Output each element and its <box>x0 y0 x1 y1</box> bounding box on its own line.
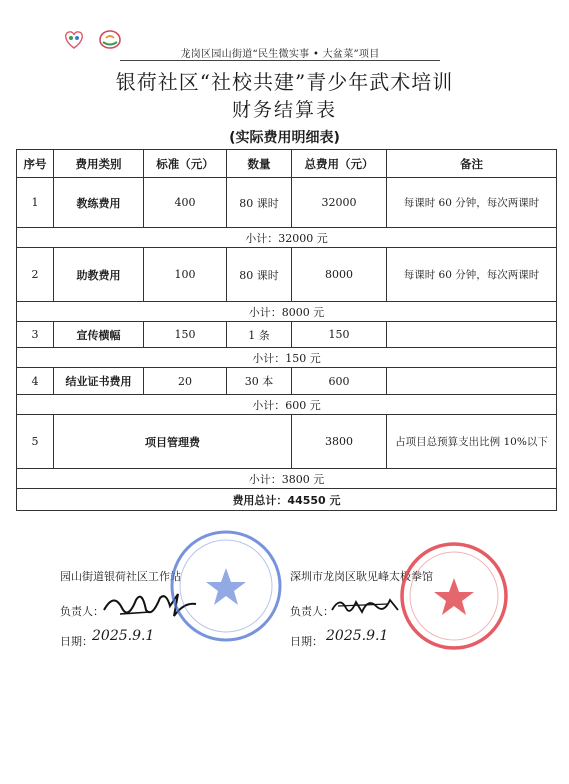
row-quantity: 30 本 <box>227 368 292 395</box>
right-person-label: 负责人： <box>290 605 334 618</box>
right-org-name: 深圳市龙岗区耿见峰太极拳馆 <box>290 570 433 583</box>
right-date-value: 2025.9.1 <box>326 628 389 644</box>
row-standard: 100 <box>144 248 227 302</box>
community-logo-icon <box>62 28 86 50</box>
left-person-label: 负责人： <box>60 605 104 618</box>
subtotal: 小计：32000 元 <box>17 228 557 248</box>
row-number: 1 <box>17 178 54 228</box>
row-total: 600 <box>292 368 387 395</box>
row-note: 每课时 60 分钟，每次两课时 <box>387 178 557 228</box>
column-header: 总费用（元） <box>292 150 387 178</box>
row-total: 8000 <box>292 248 387 302</box>
right-signature-icon <box>328 592 408 620</box>
row-number: 4 <box>17 368 54 395</box>
row-quantity: 80 课时 <box>227 248 292 302</box>
header-divider <box>120 60 440 61</box>
grand-total: 费用总计：44550 元 <box>17 489 557 511</box>
row-total: 150 <box>292 322 387 348</box>
table-row <box>17 248 557 302</box>
row-standard: 400 <box>144 178 227 228</box>
taiji-club-seal-icon <box>398 540 510 652</box>
subtotal: 小计：3800 元 <box>17 469 557 489</box>
row-category: 结业证书费用 <box>54 368 144 395</box>
row-note <box>387 368 557 395</box>
row-standard: 150 <box>144 322 227 348</box>
subtotal: 小计：150 元 <box>17 348 557 368</box>
row-number: 3 <box>17 322 54 348</box>
table-row <box>17 322 557 348</box>
settlement-table <box>16 149 557 511</box>
row-quantity: 1 条 <box>227 322 292 348</box>
table-row <box>17 415 557 469</box>
document-subtitle: (实际费用明细表) <box>229 130 340 146</box>
subtotal-row <box>17 228 557 248</box>
row-note <box>387 322 557 348</box>
left-date-label: 日期： <box>60 635 93 648</box>
document-title-line2: 财务结算表 <box>231 99 337 121</box>
subtotal-row <box>17 348 557 368</box>
subtotal-row <box>17 395 557 415</box>
row-category: 教练费用 <box>54 178 144 228</box>
table-row <box>17 178 557 228</box>
column-header: 费用类别 <box>54 150 144 178</box>
row-standard: 20 <box>144 368 227 395</box>
row-note: 占项目总预算支出比例 10%以下 <box>387 415 557 469</box>
row-note: 每课时 60 分钟，每次两课时 <box>387 248 557 302</box>
row-category: 项目管理费 <box>54 415 292 469</box>
row-category: 宣传横幅 <box>54 322 144 348</box>
subtotal-row <box>17 302 557 322</box>
row-number: 5 <box>17 415 54 469</box>
row-number: 2 <box>17 248 54 302</box>
project-line: 龙岗区园山街道“民生微实事 • 大盆菜”项目 <box>180 49 380 60</box>
community-seal-icon <box>168 528 284 644</box>
column-header: 备注 <box>387 150 557 178</box>
document-title: 银荷社区“社校共建”青少年武术培训 <box>115 70 454 94</box>
column-header: 序号 <box>17 150 54 178</box>
row-category: 助教费用 <box>54 248 144 302</box>
subtotal: 小计：600 元 <box>17 395 557 415</box>
left-org-name: 园山街道银荷社区工作站 <box>60 570 181 583</box>
row-quantity: 80 课时 <box>227 178 292 228</box>
table-header-row <box>17 150 557 178</box>
left-date-value: 2025.9.1 <box>92 628 155 644</box>
subtotal-row <box>17 469 557 489</box>
row-total: 3800 <box>292 415 387 469</box>
table-row <box>17 368 557 395</box>
row-total: 32000 <box>292 178 387 228</box>
right-date-label: 日期： <box>290 635 323 648</box>
column-header: 标准（元） <box>144 150 227 178</box>
subtotal: 小计：8000 元 <box>17 302 557 322</box>
column-header: 数量 <box>227 150 292 178</box>
grand-total-row <box>17 489 557 511</box>
